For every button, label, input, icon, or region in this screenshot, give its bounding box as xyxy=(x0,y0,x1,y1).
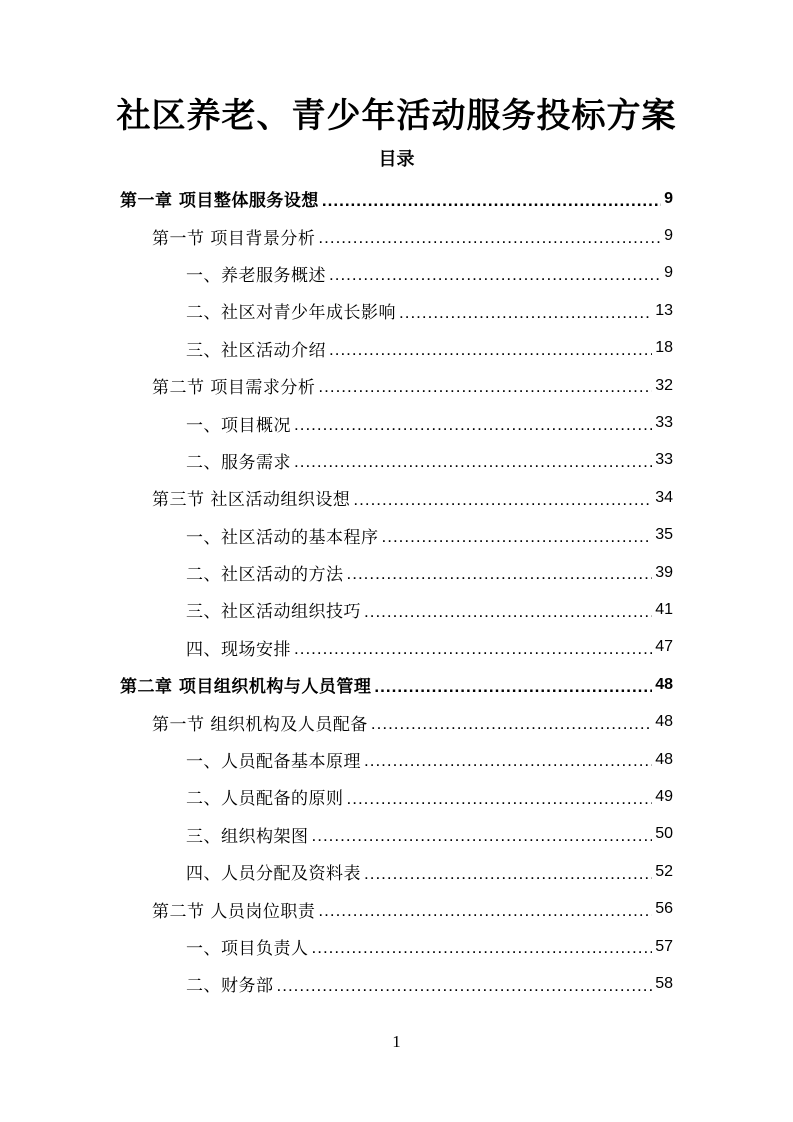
toc-entry-section[interactable] xyxy=(0,890,793,927)
toc-entry-subsection[interactable] xyxy=(0,591,793,628)
toc-entry-page: 34 xyxy=(655,488,673,506)
dot-leader xyxy=(312,824,653,844)
toc-entry-subsection[interactable] xyxy=(0,517,793,554)
toc-entry-text: 第二节 项目需求分析 xyxy=(152,378,316,399)
toc-entry-text: 三、社区活动组织技巧 xyxy=(186,602,361,623)
toc-entry-page: 32 xyxy=(655,376,673,394)
toc-entry-page: 48 xyxy=(655,750,673,768)
dot-leader xyxy=(347,787,653,807)
toc-entry-section[interactable] xyxy=(0,703,793,740)
toc-entry-text: 第三节 社区活动组织设想 xyxy=(152,490,351,511)
toc-entry-subsection[interactable] xyxy=(0,965,793,1002)
dot-leader xyxy=(318,226,661,246)
toc-entry-page: 9 xyxy=(664,227,673,245)
dot-leader xyxy=(294,450,652,470)
toc-entry-subsection[interactable] xyxy=(0,629,793,666)
dot-leader xyxy=(329,338,652,358)
toc-entry-subsection[interactable] xyxy=(0,853,793,890)
toc-heading: 目录 xyxy=(378,149,415,170)
dot-leader xyxy=(294,413,652,433)
toc-entry-page: 13 xyxy=(655,301,673,319)
toc-entry-page: 58 xyxy=(655,974,673,992)
toc-entry-subsection[interactable] xyxy=(0,404,793,441)
toc-entry-text: 三、组织构架图 xyxy=(186,826,309,847)
toc-entry-text: 一、养老服务概述 xyxy=(186,265,326,286)
toc-entry-subsection[interactable] xyxy=(0,292,793,329)
toc-entry-chapter[interactable] xyxy=(0,180,793,217)
dot-leader xyxy=(364,862,652,882)
table-of-contents xyxy=(0,180,793,1003)
dot-leader xyxy=(294,637,652,657)
dot-leader xyxy=(364,749,652,769)
toc-entry-text: 四、人员分配及资料表 xyxy=(186,864,361,885)
toc-entry-text: 第一节 组织机构及人员配备 xyxy=(152,714,368,735)
toc-entry-text: 第二章 项目组织机构与人员管理 xyxy=(120,677,372,698)
toc-entry-text: 第一节 项目背景分析 xyxy=(152,228,316,249)
dot-leader xyxy=(318,899,652,919)
toc-entry-text: 一、项目负责人 xyxy=(186,939,309,959)
toc-entry-subsection[interactable] xyxy=(0,330,793,367)
toc-entry-page: 48 xyxy=(655,713,673,731)
dot-leader xyxy=(277,974,653,994)
toc-entry-chapter[interactable] xyxy=(0,666,793,703)
toc-entry-text: 一、人员配备基本原理 xyxy=(186,752,361,773)
toc-entry-page: 52 xyxy=(655,862,673,880)
document-title: 社区养老、青少年活动服务投标方案 xyxy=(116,96,677,136)
toc-entry-page: 56 xyxy=(655,900,673,918)
toc-entry-text: 二、财务部 xyxy=(186,976,274,997)
toc-entry-page: 35 xyxy=(655,526,673,544)
toc-entry-section[interactable] xyxy=(0,217,793,254)
dot-leader xyxy=(329,263,661,283)
dot-leader xyxy=(312,936,653,956)
toc-entry-text: 一、社区活动的基本程序 xyxy=(186,527,379,548)
toc-entry-text: 一、项目概况 xyxy=(186,415,291,436)
toc-entry-subsection[interactable] xyxy=(0,778,793,815)
toc-entry-page: 33 xyxy=(655,451,673,469)
dot-leader xyxy=(382,525,653,545)
toc-entry-text: 二、社区活动的方法 xyxy=(186,565,344,586)
toc-entry-subsection[interactable] xyxy=(0,816,793,853)
page-number: 1 xyxy=(392,1032,401,1051)
dot-leader xyxy=(318,375,652,395)
toc-entry-text: 二、人员配备的原则 xyxy=(186,789,344,810)
toc-entry-page: 47 xyxy=(655,638,673,656)
toc-entry-section[interactable] xyxy=(0,367,793,404)
toc-entry-page: 50 xyxy=(655,825,673,843)
toc-entry-text: 第一章 项目整体服务设想 xyxy=(120,191,319,212)
toc-entry-text: 二、社区对青少年成长影响 xyxy=(186,303,396,324)
toc-entry-page: 41 xyxy=(655,600,673,618)
toc-entry-text: 二、服务需求 xyxy=(186,452,291,473)
toc-entry-text: 三、社区活动介绍 xyxy=(186,340,326,361)
dot-leader xyxy=(374,675,652,695)
toc-entry-page: 33 xyxy=(655,414,673,432)
toc-entry-section[interactable] xyxy=(0,479,793,516)
toc-entry-page: 39 xyxy=(655,563,673,581)
toc-entry-page: 9 xyxy=(664,189,673,207)
toc-entry-page: 49 xyxy=(655,787,673,805)
toc-entry-page: 57 xyxy=(655,937,673,955)
dot-leader xyxy=(347,562,653,582)
toc-entry-text: 第二节 人员岗位职责 xyxy=(152,901,316,922)
toc-entry-subsection[interactable] xyxy=(0,255,793,292)
toc-entry-subsection[interactable] xyxy=(0,554,793,591)
dot-leader xyxy=(364,600,652,620)
toc-entry-subsection[interactable] xyxy=(0,928,793,965)
toc-entry-subsection[interactable] xyxy=(0,741,793,778)
toc-entry-text: 四、现场安排 xyxy=(186,639,291,660)
dot-leader xyxy=(353,488,652,508)
toc-entry-subsection[interactable] xyxy=(0,442,793,479)
dot-leader xyxy=(399,301,652,321)
toc-entry-page: 9 xyxy=(664,264,673,282)
toc-entry-page: 18 xyxy=(655,339,673,357)
dot-leader xyxy=(322,189,661,209)
dot-leader xyxy=(371,712,652,732)
toc-entry-page: 48 xyxy=(655,675,673,693)
